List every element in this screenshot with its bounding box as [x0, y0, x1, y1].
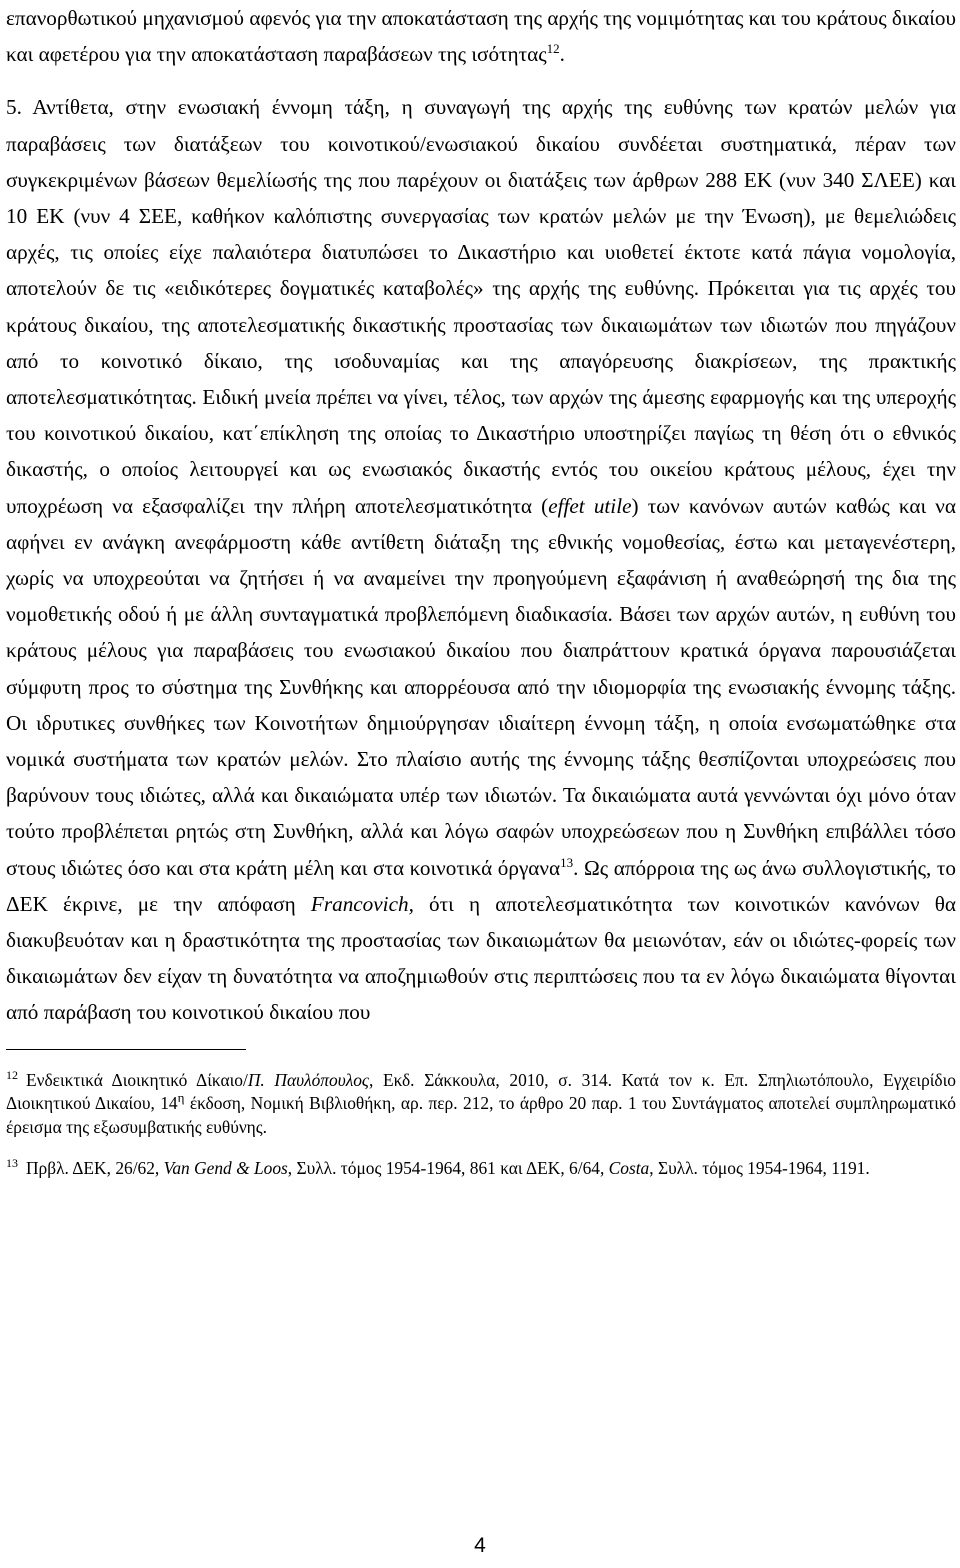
footnote-ref-12[interactable]: 12: [546, 41, 560, 57]
footnote-text: Ενδεικτικά Διοικητικό Δίκαιο/: [26, 1069, 248, 1090]
paragraph-continued: [6, 0, 956, 72]
paragraph-text: .: [559, 42, 565, 67]
paragraph-text: ) των κανόνων αυτών καθώς και να αφήνει εν ανάγκη ανεφάρμοστη κάθε αντίθετη διάταξη της εθνικής νομοθεσίας, έστω και μεταγενέστερη, χωρίς να υποχρεούται να ζητήσει ή να αναμείνει την προηγούμενη εξαφάνιση ή αναθεώρησή της δια της νομοθετικής οδού ή με άλλη συνταγματικά προβλεπόμενη διαδικασία. Βάσει των αρχών αυτών, η ευθύνη του κράτους μέλους για παραβάσεις του ενωσιακού δικαίου που διαπράττουν κρατικά όργανα παρουσιάζεται σύμφυτη προς το σύστημα της Συνθήκης και απορρέουσα από την ιδιομορφία της ενωσιακής έννομης τάξης. Οι ιδρυτικες συνθήκες των Κοινοτήτων δημιούργησαν ιδιαίτερη έννομη τάξη, η οποία ενσωματώθηκε στα νομικά συστήματα των κρατών μελών. Στο πλαίσιο αυτής της έννομης τάξης θεσπίζονται υποχρεώσεις που βαρύνουν τους ιδιώτες, αλλά και δικαιώματα υπέρ των ιδιωτών. Τα δικαιώματα αυτά γεννώνται όχι μόνο όταν τούτο προβλέπεται ρητώς στη Συνθήκη, αλλά και λόγω σαφών υποχρεώσεων που η Συνθήκη επιβάλλει τόσο στους ιδιώτες όσο και στα κράτη μέλη και στα κοινοτικά όργανα: [6, 493, 956, 880]
ordinal-superscript: η: [177, 1090, 185, 1106]
paragraph-text: . Ως απόρροια της ως άνω συλλογιστικής, το ΔΕΚ έκρινε, με την απόφαση: [6, 855, 956, 916]
paragraph-text: 5. Αντίθετα, στην ενωσιακή έννομη τάξη, η συναγωγή της αρχής της ευθύνης των κρατών μελών για παραβάσεις των διατάξεων του κοινοτικού/ενωσιακού δικαίου συνδέεται συστηματικά, πέραν των συγκεκριμένων βάσεων θεμελίωσής της που παρέχουν οι διατάξεις των άρθρων 288 ΕΚ (νυν 340 ΣΛΕΕ) και 10 ΕΚ (νυν 4 ΣΕΕ, καθήκον καλόπιστης συνεργασίας των κρατών μελών με την Ένωση), με θεμελιώδεις αρχές, τις οποίες είχε παλαιότερα διατυπώσει το Δικαστήριο και υιοθετεί έκτοτε κατά πάγια νομολογία, αποτελούν δε τις «ειδικότερες δογματικές καταβολές» της αρχής της ευθύνης. Πρόκειται για τις αρχές του κράτους δικαίου, της αποτελεσματικής δικαστικής προστασίας των δικαιωμάτων των ιδιωτών που πηγάζουν από το κοινοτικό δίκαιο, της ισοδυναμίας και της απαγόρευσης διακρίσεων, της πρακτικής αποτελεσματικότητας. Ειδική μνεία πρέπει να γίνει, τέλος, των αρχών της άμεσης εφαρμογής και της υπεροχής του κοινοτικού δικαίου, κατ΄επίκληση της οποίας το Δικαστήριο υποστηρίζει παγίως τη θέση ότι ο εθνικός δικαστής, ο οποίος λειτουργεί και ως ενωσιακός δικαστής εντός του οικείου κράτους μέλους, έχει την υποχρέωση να εξασφαλίζει την πλήρη αποτελεσματικότητα (: [6, 95, 956, 518]
paragraph-5: [6, 89, 956, 1030]
footnote-number: 12: [6, 1067, 18, 1082]
body-text: [6, 0, 956, 1031]
footnote-number: 13: [6, 1156, 18, 1171]
italic-term: effet utile: [548, 493, 632, 518]
paragraph-text: επανορθωτικού μηχανισμού αφενός για την αποκατάσταση της αρχής της νομιμότητας και του κράτους δικαίου και αφετέρου για την αποκατάσταση παραβάσεων της ισότητας: [6, 6, 956, 67]
footnote-text: έκδοση, Νομική Βιβλιοθήκη, αρ. περ. 212, το άρθρο 20 παρ. 1 του Συντάγματος αποτελεί συμπληρωματικό έρεισμα της εξωσυμβατικής ευθύνης.: [6, 1093, 957, 1137]
italic-case-name: Francovich,: [310, 891, 414, 916]
footnotes: [6, 1064, 956, 1181]
footnote-case-name: Costa: [608, 1158, 650, 1179]
footnote-text: , Εκδ. Σάκκουλα, 2010, σ. 314. Κατά τον κ. Επ. Σπηλιωτόπουλο, Εγχειρίδιο Διοικητικού Δικαίου, 14: [6, 1069, 957, 1114]
footnote-author: Π. Παυλόπουλος: [247, 1069, 369, 1090]
footnote-text: Πρβλ. ΔΕΚ, 26/62,: [26, 1158, 164, 1179]
footnote-ref-13[interactable]: 13: [560, 854, 574, 870]
page-number: 4: [474, 1534, 486, 1557]
footnote-text: , Συλλ. τόμος 1954-1964, 1191.: [649, 1158, 870, 1179]
paragraph-text: ότι η αποτελεσματικότητα των κοινοτικών κανόνων θα διακυβευόταν και η δραστικότητα της προστασίας των δικαιωμάτων θα μειωνόταν, εάν οι ιδιώτες-φορείς των δικαιωμάτων δεν είχαν τη δυνατότητα να αποζημιωθούν στις περιπτώσεις που τα εν λόγω δικαιώματα θίγονται από παράβαση του κοινοτικού δικαίου που: [6, 891, 956, 1025]
footnote-13: [6, 1152, 956, 1181]
document-page: [6, 0, 956, 1181]
footnote-text: , Συλλ. τόμος 1954-1964, 861 και ΔΕΚ, 6/64,: [287, 1158, 609, 1179]
footnote-case-name: Van Gend & Loos: [163, 1158, 288, 1179]
footnote-separator: [6, 1049, 246, 1050]
footnote-12: [6, 1064, 956, 1140]
